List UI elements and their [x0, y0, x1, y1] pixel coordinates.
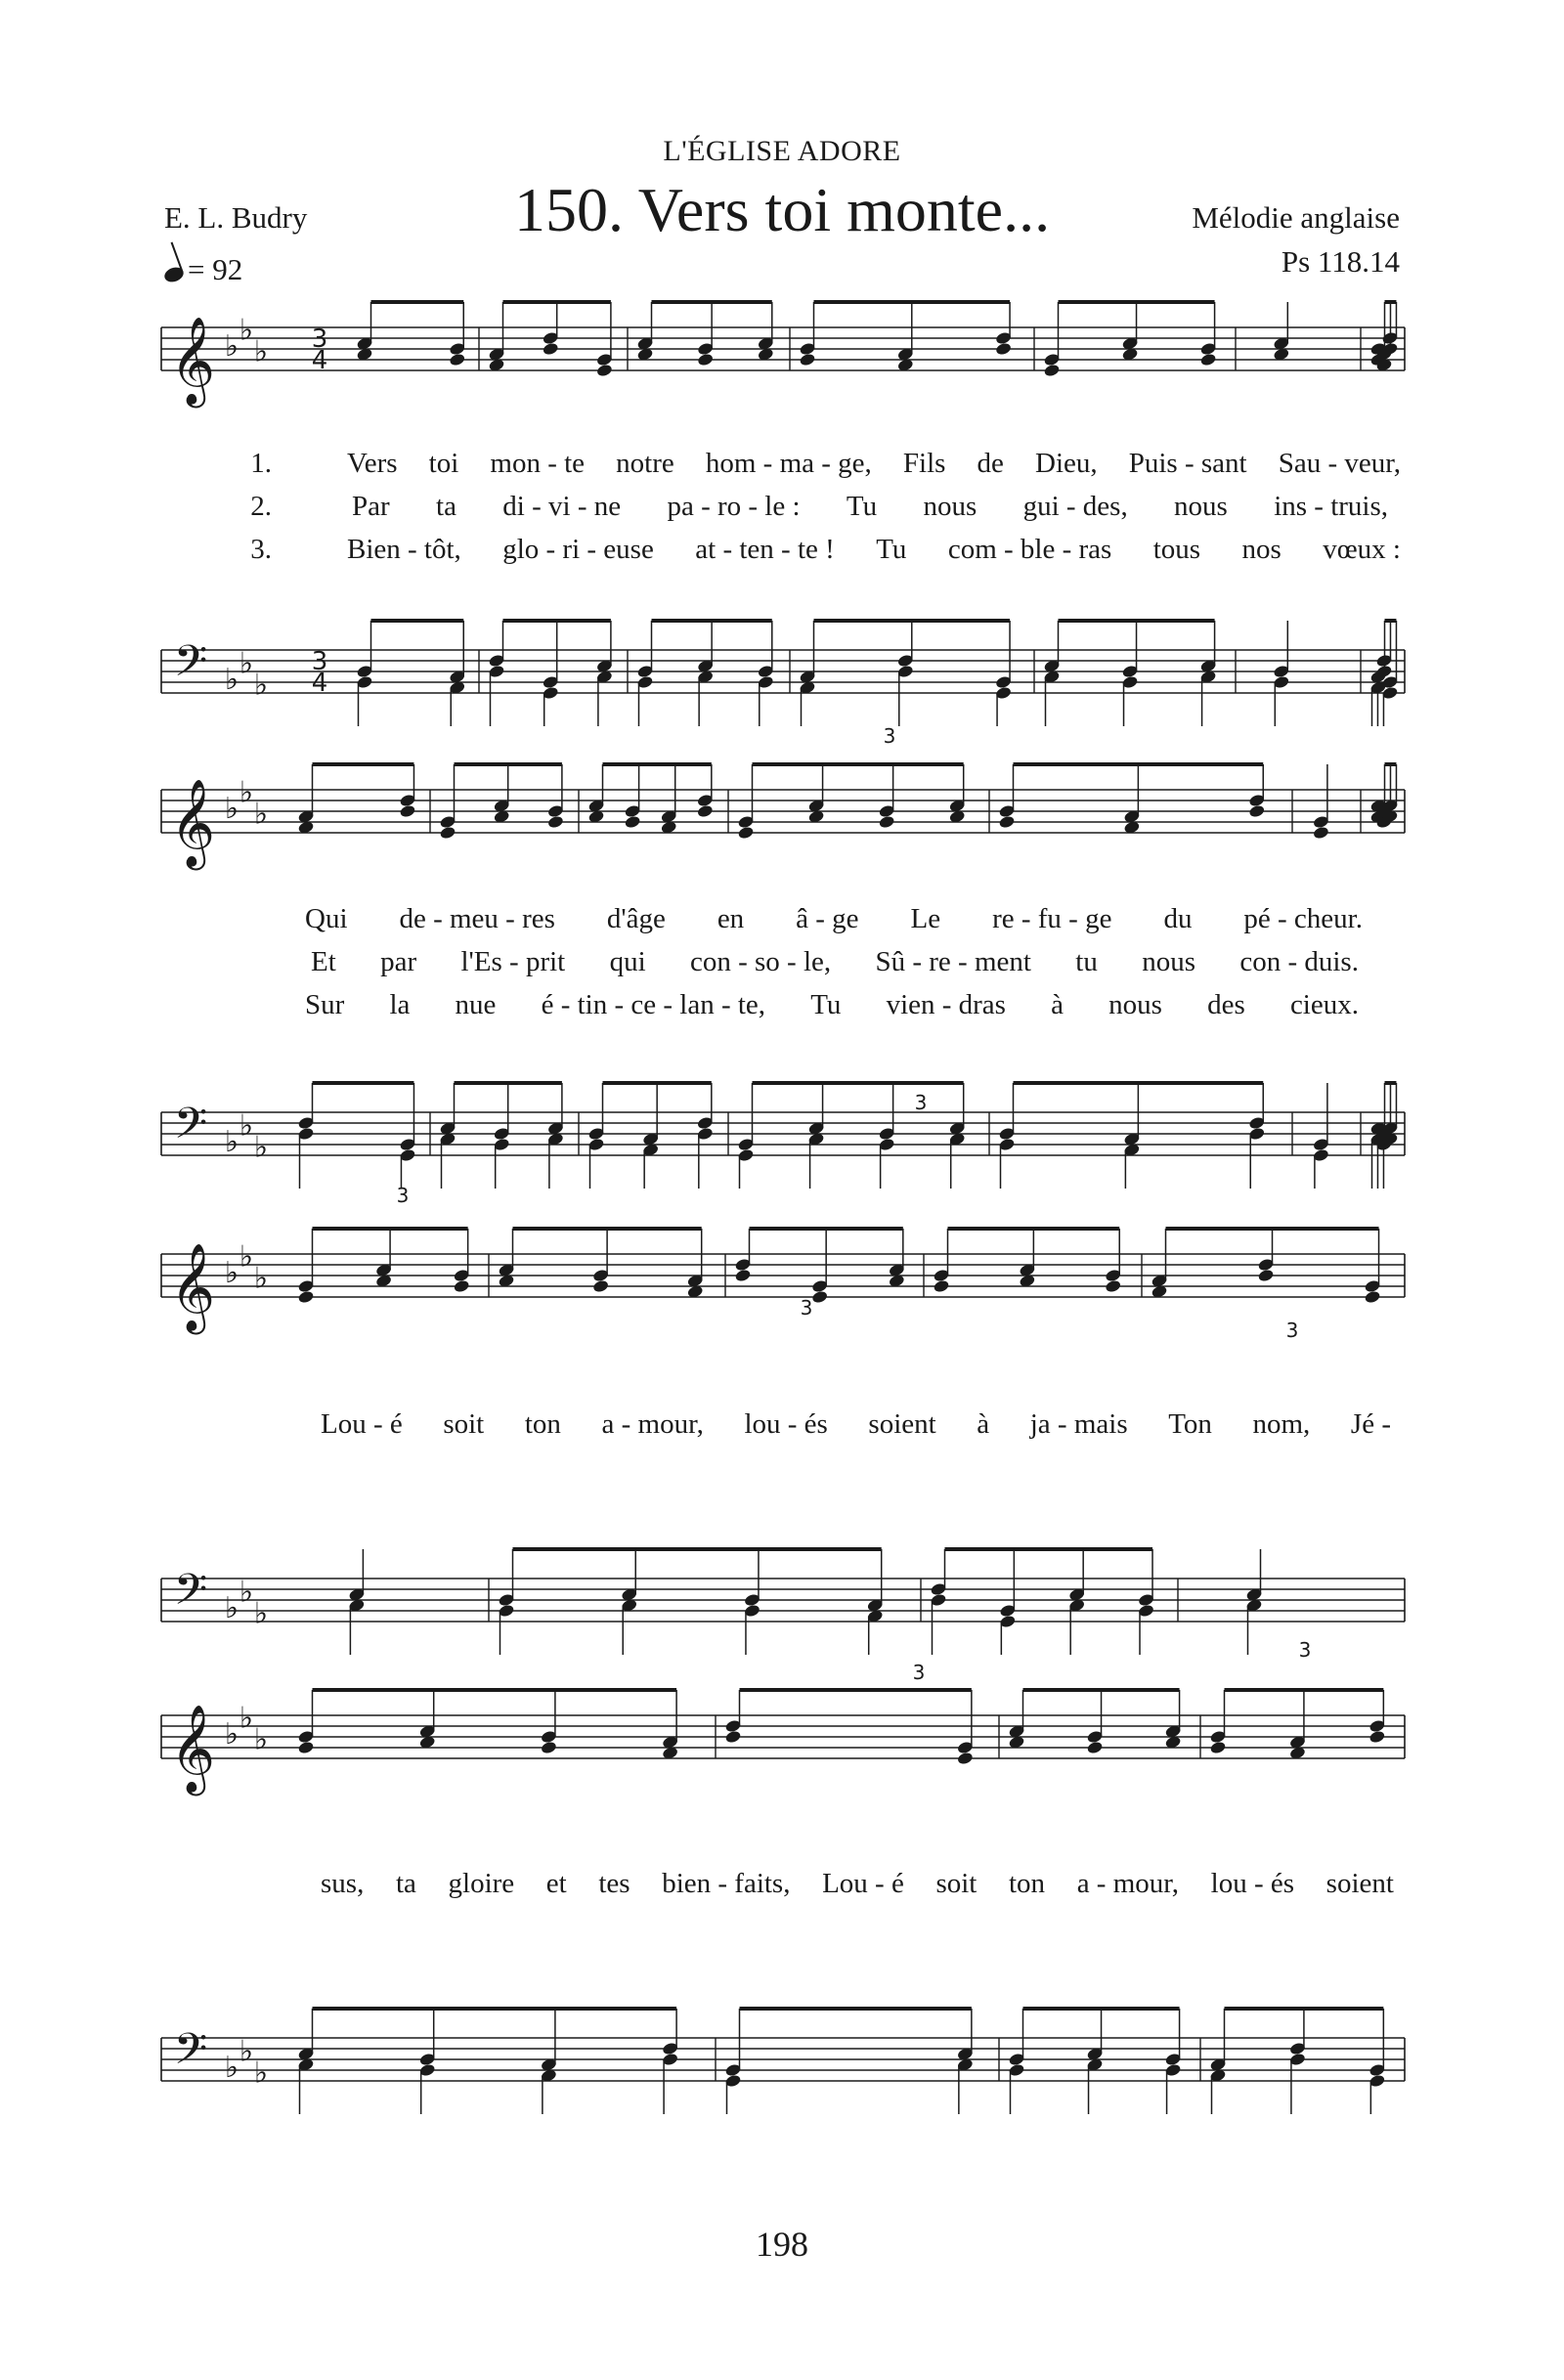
notehead [1364, 1290, 1381, 1305]
lyric-syllable: de - meu - res [399, 903, 555, 934]
flat-icon: ♭ [253, 797, 269, 832]
lyric-syllable: nue [455, 989, 497, 1020]
notehead [592, 1279, 610, 1294]
flat-icon: ♭ [224, 2051, 239, 2085]
verse-number-1: 1. [250, 448, 272, 479]
lyric-syllable: à [1051, 989, 1064, 1020]
notehead [453, 1279, 470, 1294]
lyric-line-s1-1 [347, 448, 1401, 480]
flat-icon: ♭ [253, 1596, 269, 1631]
lyric-syllable: Vers [347, 448, 398, 479]
notehead [1086, 1741, 1104, 1755]
lyric-syllable: â - ge [796, 903, 859, 934]
verse-number-3: 3. [250, 534, 272, 565]
lyric-syllable: Le [910, 903, 941, 934]
lyric-syllable: glo - ri - euse [502, 534, 654, 565]
lyric-syllable: nous [1108, 989, 1162, 1020]
tuplet-label: 3 [800, 1296, 813, 1320]
lyric-syllable: Tu [876, 534, 907, 565]
lyric-syllable: en [717, 903, 745, 934]
bass-clef-icon: 𝄢 [173, 1564, 208, 1625]
lyric-syllable: Jé - [1350, 1408, 1391, 1440]
flat-icon: ♭ [239, 646, 254, 681]
staff-treble [161, 1690, 1405, 1765]
lyric-line-s1-3 [347, 534, 1401, 566]
notehead [737, 826, 755, 841]
hymn-title: 150. Vers toi monte... [513, 175, 1051, 244]
lyric-syllable: soit [443, 1408, 485, 1440]
lyric-line-s2-1 [305, 903, 1363, 935]
lyric-syllable: at - ten - te ! [695, 534, 835, 565]
time-signature-bottom: 4 [311, 669, 328, 698]
lyric-syllable: Sur [305, 989, 345, 1020]
flat-icon: ♭ [224, 1125, 239, 1159]
lyric-syllable: soit [935, 1868, 978, 1899]
lyric-syllable: con - duis. [1239, 946, 1359, 977]
notehead [449, 353, 466, 368]
lyric-syllable: bien - faits, [662, 1868, 791, 1899]
notehead [624, 815, 641, 830]
lyric-syllable: ta [436, 491, 456, 522]
notehead [1257, 1269, 1275, 1283]
notehead [399, 804, 416, 819]
notehead [1105, 1279, 1122, 1294]
lyric-syllable: con - so - le, [689, 946, 832, 977]
treble-clef-icon: 𝄞 [169, 1705, 216, 1793]
notehead [1313, 826, 1330, 841]
tuplet-label: 3 [914, 1091, 928, 1114]
lyric-syllable: Fils [902, 448, 946, 479]
lyric-syllable: Bien - tôt, [347, 534, 461, 565]
flat-icon: ♭ [224, 1717, 239, 1752]
lyric-syllable: Puis - sant [1128, 448, 1247, 479]
lyric-syllable: a - mour, [601, 1408, 704, 1440]
notehead [957, 1752, 975, 1766]
time-signature-top: 3 [311, 325, 328, 354]
lyric-syllable: d'âge [606, 903, 666, 934]
tuplet-label: 3 [1285, 1319, 1299, 1342]
notehead [734, 1269, 752, 1283]
flat-icon: ♭ [239, 1701, 254, 1736]
flat-icon: ♭ [224, 663, 239, 697]
notehead [878, 815, 895, 830]
lyric-syllable: com - ble - ras [947, 534, 1112, 565]
lyric-line-s4-1 [321, 1868, 1394, 1900]
lyric-syllable: des [1207, 989, 1245, 1020]
notehead [542, 342, 559, 357]
lyric-syllable: hom - ma - ge, [705, 448, 872, 479]
notehead [547, 815, 565, 830]
lyric-syllable: Lou - é [822, 1868, 904, 1899]
notehead [1209, 1741, 1227, 1755]
lyric-line-s1-2 [352, 491, 1388, 523]
lyric-syllable: nos [1241, 534, 1282, 565]
lyric-syllable: soient [1325, 1868, 1394, 1899]
staff-treble [161, 764, 1405, 840]
lyric-syllable: é - tin - ce - lan - te, [541, 989, 766, 1020]
lyric-syllable: du [1163, 903, 1193, 934]
tempo-value: = 92 [188, 252, 243, 286]
staff-treble [161, 302, 1405, 377]
lyric-syllable: pé - cheur. [1243, 903, 1363, 934]
tuplet-label: 3 [1298, 1638, 1312, 1662]
section-title: L'ÉGLISE ADORE [663, 135, 901, 167]
lyric-syllable: mon - te [490, 448, 586, 479]
flat-icon: ♭ [224, 1591, 239, 1625]
lyric-syllable: la [389, 989, 411, 1020]
bass-clef-icon: 𝄢 [173, 1098, 208, 1159]
flat-icon: ♭ [253, 334, 269, 369]
notehead [998, 815, 1016, 830]
lyric-syllable: sus, [321, 1868, 365, 1899]
lyric-syllable: nous [1142, 946, 1195, 977]
flat-icon: ♭ [239, 2034, 254, 2069]
tuplet-label: 3 [883, 724, 896, 748]
lyric-syllable: gloire [448, 1868, 515, 1899]
flat-icon: ♭ [253, 668, 269, 703]
treble-clef-icon: 𝄞 [169, 779, 216, 867]
staff-bass [161, 2009, 1405, 2114]
treble-clef-icon: 𝄞 [169, 317, 216, 405]
notehead [297, 1741, 315, 1755]
flat-icon: ♭ [239, 775, 254, 810]
notehead [799, 353, 816, 368]
flat-icon: ♭ [239, 1108, 254, 1144]
notehead [811, 1290, 829, 1305]
lyric-syllable: Et [311, 946, 336, 977]
lyric-syllable: tu [1075, 946, 1098, 977]
notehead [697, 353, 715, 368]
lyric-syllable: ton [1009, 1868, 1046, 1899]
flat-icon: ♭ [253, 2055, 269, 2091]
lyric-syllable: et [545, 1868, 567, 1899]
treble-clef-icon: 𝄞 [169, 1243, 216, 1331]
lyric-syllable: Tu [810, 989, 842, 1020]
flat-icon: ♭ [253, 1130, 269, 1165]
author: E. L. Budry [164, 200, 308, 235]
lyric-syllable: pa - ro - le : [667, 491, 801, 522]
lyric-syllable: Ton [1168, 1408, 1212, 1440]
lyric-syllable: par [380, 946, 417, 977]
notehead [696, 804, 714, 819]
tuplet-label: 3 [912, 1661, 926, 1684]
melody-source: Mélodie anglaise [1192, 200, 1400, 235]
time-signature-bottom: 4 [311, 346, 328, 375]
lyric-syllable: Qui [305, 903, 348, 934]
lyric-syllable: ton [524, 1408, 561, 1440]
psalm-reference: Ps 118.14 [1281, 244, 1400, 279]
tuplet-label: 3 [396, 1184, 410, 1207]
notehead [1043, 364, 1061, 378]
staff-bass [161, 1549, 1405, 1655]
notehead [995, 342, 1013, 357]
lyric-syllable: Par [352, 491, 390, 522]
notehead [933, 1279, 950, 1294]
lyric-syllable: tes [598, 1868, 630, 1899]
lyric-syllable: Lou - é [321, 1408, 403, 1440]
lyric-syllable: tous [1152, 534, 1201, 565]
lyric-syllable: lou - és [744, 1408, 828, 1440]
page-number: 198 [756, 2225, 808, 2264]
time-signature-top: 3 [311, 647, 328, 676]
verse-number-2: 2. [250, 491, 272, 522]
lyric-syllable: vœux : [1323, 534, 1401, 565]
lyric-syllable: qui [609, 946, 646, 977]
flat-icon: ♭ [253, 1722, 269, 1757]
notehead [1368, 1730, 1386, 1745]
bass-clef-icon: 𝄢 [173, 2023, 208, 2085]
lyric-syllable: soient [868, 1408, 936, 1440]
notehead [1199, 353, 1217, 368]
bass-clef-icon: 𝄢 [173, 635, 208, 697]
lyric-syllable: cieux. [1289, 989, 1359, 1020]
notehead [439, 826, 456, 841]
lyric-syllable: Dieu, [1035, 448, 1098, 479]
flat-icon: ♭ [239, 313, 254, 348]
lyric-line-s2-3 [305, 989, 1359, 1021]
lyric-syllable: nous [1174, 491, 1228, 522]
flat-icon: ♭ [224, 329, 239, 364]
lyric-syllable: Tu [846, 491, 878, 522]
flat-icon: ♭ [253, 1261, 269, 1296]
lyric-syllable: de [977, 448, 1004, 479]
notehead [541, 1741, 558, 1755]
lyric-syllable: l'Es - prit [460, 946, 566, 977]
notehead [724, 1730, 742, 1745]
lyric-syllable: vien - dras [886, 989, 1006, 1020]
lyric-line-s3-1 [321, 1408, 1391, 1441]
lyric-syllable: lou - és [1210, 1868, 1295, 1899]
lyric-syllable: ta [395, 1868, 416, 1899]
flat-icon: ♭ [224, 1256, 239, 1290]
lyric-syllable: Sû - re - ment [875, 946, 1031, 977]
staff-bass [161, 621, 1405, 726]
flat-icon: ♭ [239, 1575, 254, 1610]
notehead [596, 364, 614, 378]
staff-treble [161, 1229, 1405, 1304]
notehead [297, 1290, 315, 1305]
lyric-syllable: Sau - veur, [1278, 448, 1401, 479]
flat-icon: ♭ [239, 1239, 254, 1275]
lyric-syllable: re - fu - ge [992, 903, 1112, 934]
flat-icon: ♭ [224, 792, 239, 826]
lyric-syllable: ja - mais [1029, 1408, 1128, 1440]
lyric-syllable: a - mour, [1076, 1868, 1180, 1899]
lyric-syllable: nous [923, 491, 978, 522]
lyric-syllable: gui - des, [1022, 491, 1128, 522]
lyric-syllable: toi [428, 448, 459, 479]
lyric-syllable: ins - truis, [1274, 491, 1388, 522]
lyric-syllable: notre [616, 448, 674, 479]
lyric-line-s2-2 [311, 946, 1359, 978]
staff-bass [161, 1083, 1405, 1189]
lyric-syllable: di - vi - ne [502, 491, 622, 522]
lyric-syllable: nom, [1252, 1408, 1311, 1440]
notehead [1248, 804, 1266, 819]
lyric-syllable: à [977, 1408, 990, 1440]
